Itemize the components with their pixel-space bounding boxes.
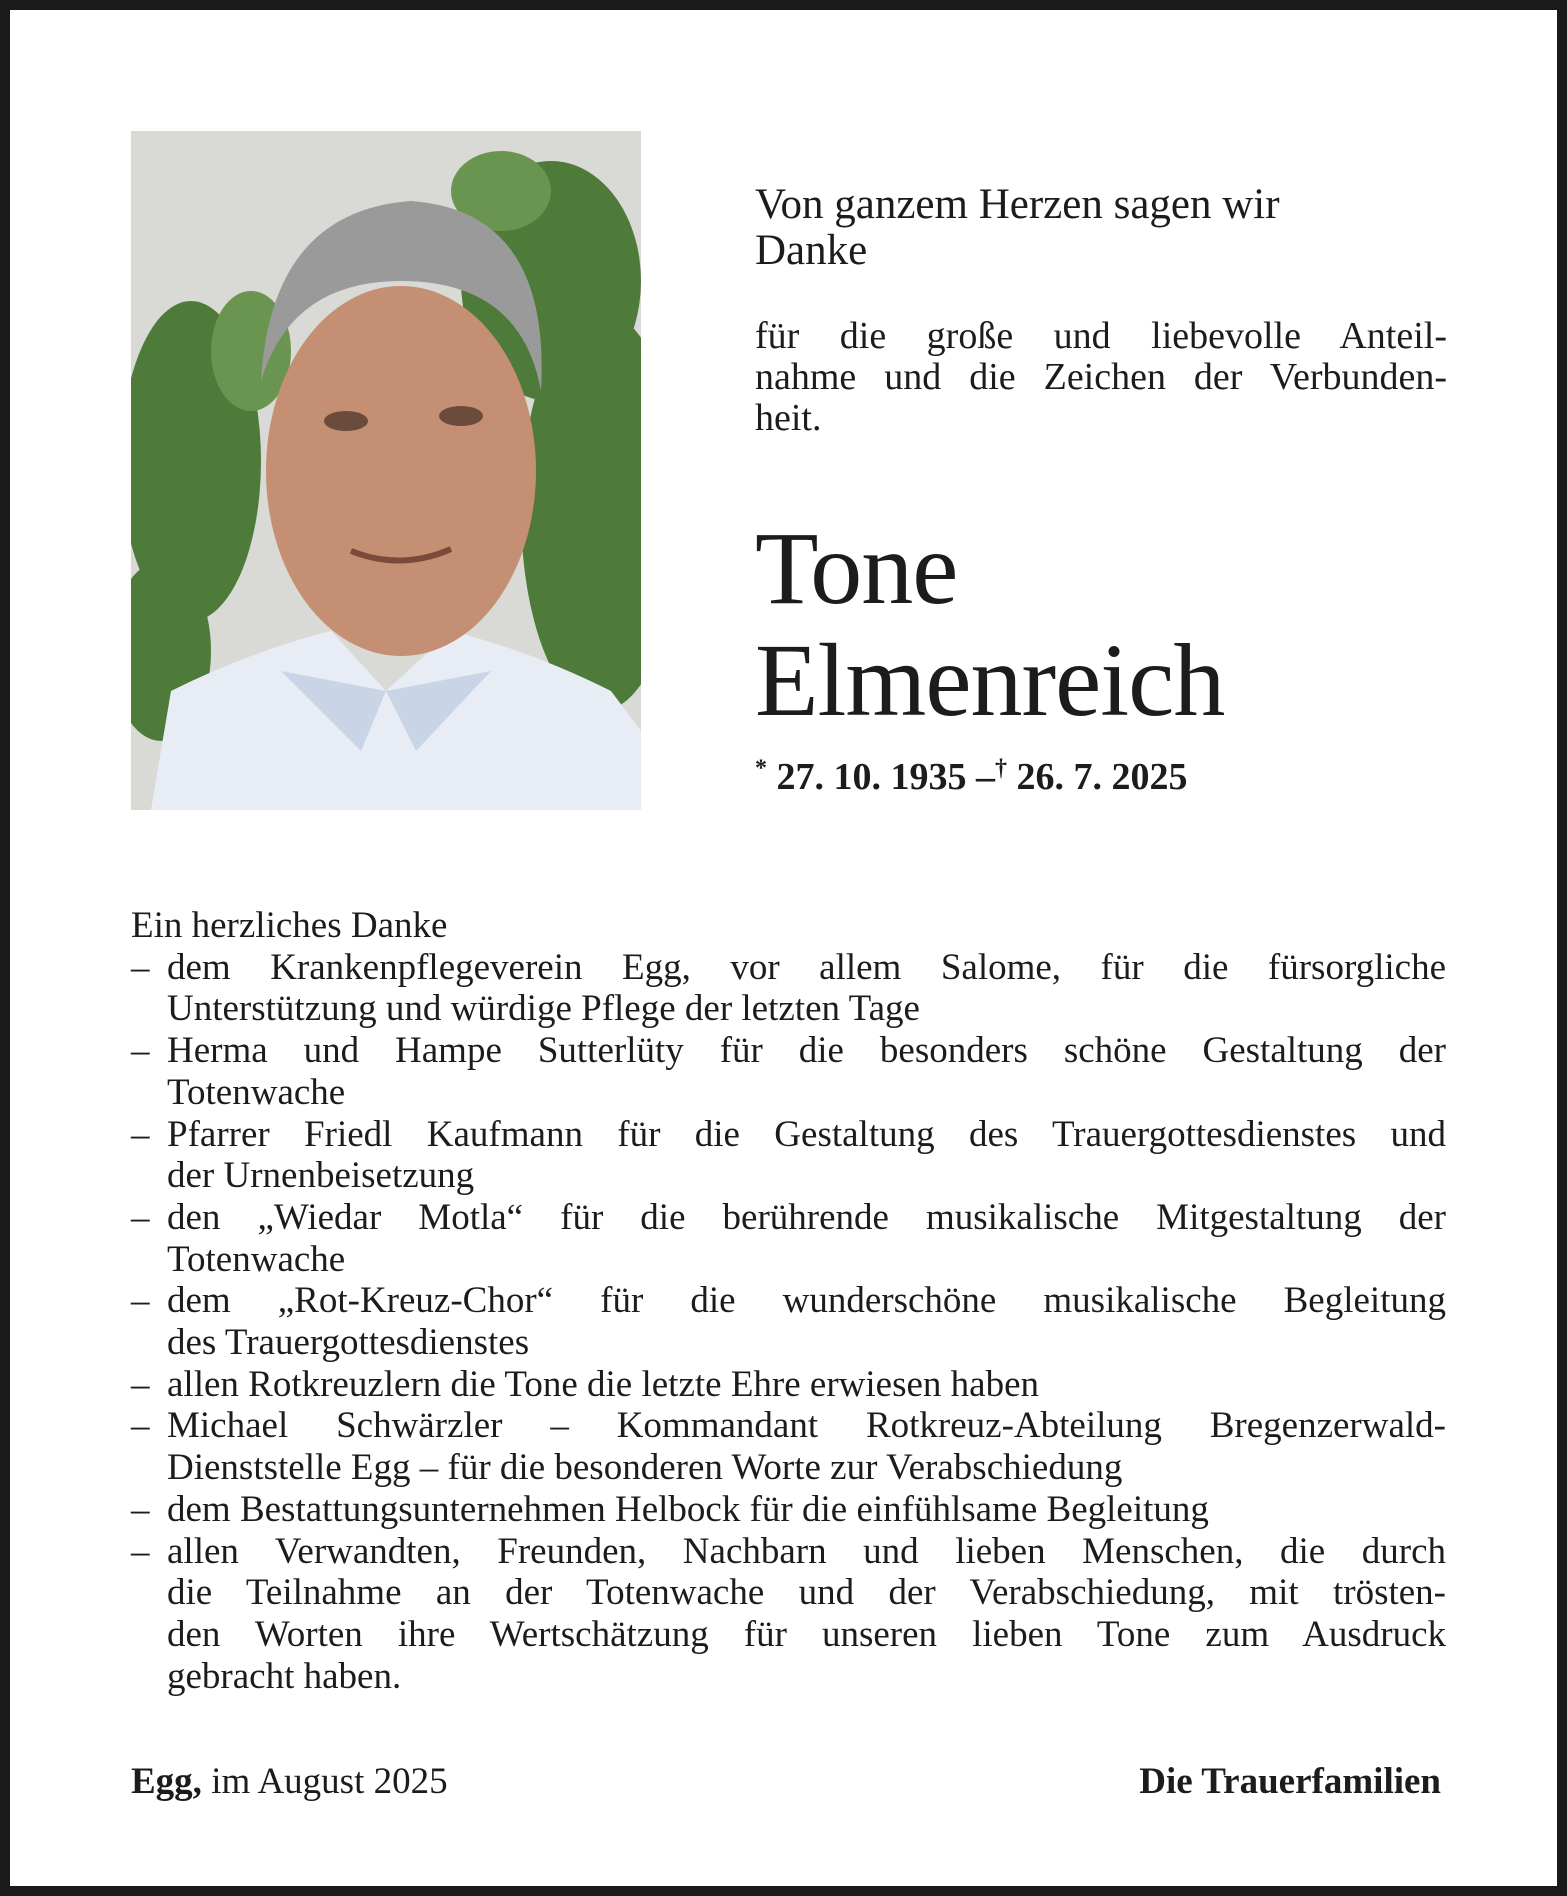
obituary-notice: [10, 10, 1557, 1886]
list-item-line: gebracht haben.: [167, 1655, 402, 1697]
dash-bullet: –: [131, 946, 150, 988]
birth-star-icon: *: [755, 755, 767, 782]
deceased-name: [755, 513, 1447, 737]
place-date: [131, 1760, 448, 1803]
list-item-line: allen Rotkreuzlern die Tone die letzte Ehre erwiesen haben: [167, 1363, 1040, 1405]
date: im August 2025: [211, 1761, 448, 1802]
headline-line: Danke: [755, 227, 868, 274]
dash-bullet: –: [131, 1030, 150, 1072]
death-date: 26. 7. 2025: [1016, 756, 1188, 798]
dash-bullet: –: [131, 1405, 150, 1447]
list-item: [131, 1030, 1446, 1113]
intro-line: für die große und liebevolle Anteil-: [755, 315, 1447, 357]
list-item-line: Totenwache: [167, 1071, 346, 1113]
list-item: [131, 1197, 1446, 1280]
date-separator: –: [976, 756, 995, 798]
list-item-line: dem „Rot-Kreuz-Chor“ für die wunderschöne musikalische Begleitung: [167, 1280, 1446, 1322]
list-item: [131, 1280, 1446, 1363]
thanks-title: Ein herzliches Danke: [131, 905, 448, 946]
list-item: [131, 1531, 1446, 1698]
intro-text: [755, 316, 1447, 439]
list-item-line: der Urnenbeisetzung: [167, 1155, 475, 1197]
life-dates: [755, 755, 1447, 799]
dash-bullet: –: [131, 1280, 150, 1322]
list-item: [131, 947, 1446, 1030]
list-item: [131, 1405, 1446, 1488]
list-item-line: Unterstützung und würdige Pflege der letzten Tage: [167, 988, 920, 1030]
signature: Die Trauerfamilien: [1139, 1761, 1441, 1802]
list-item-line: Dienststelle Egg – für die besonderen Worte zur Verabschiedung: [167, 1447, 1123, 1489]
dash-bullet: –: [131, 1488, 150, 1530]
footer: [131, 1760, 1441, 1803]
list-item-line: den „Wiedar Motla“ für die berührende musikalische Mitgestaltung der: [167, 1196, 1446, 1238]
portrait-photo: [131, 131, 641, 810]
intro-line: heit.: [755, 397, 822, 439]
list-item-line: Totenwache: [167, 1238, 346, 1280]
birth-date: 27. 10. 1935: [776, 756, 967, 798]
header-block: [755, 182, 1447, 799]
list-item-line: Michael Schwärzler – Kommandant Rotkreuz-Abteilung Bregenzerwald-: [167, 1405, 1446, 1447]
dash-bullet: –: [131, 1530, 150, 1572]
death-cross-icon: †: [995, 755, 1007, 782]
list-item-line: den Worten ihre Wertschätzung für unseren lieben Tone zum Ausdruck: [167, 1613, 1446, 1655]
first-name: Tone: [755, 511, 958, 626]
headline-line: Von ganzem Herzen sagen wir: [755, 181, 1280, 228]
list-item-line: dem Bestattungsunternehmen Helbock für die einfühlsame Begleitung: [167, 1488, 1209, 1530]
list-item: [131, 1364, 1446, 1406]
dash-bullet: –: [131, 1196, 150, 1238]
last-name: Elmenreich: [755, 623, 1225, 738]
place: Egg,: [131, 1761, 202, 1802]
thanks-list: [131, 905, 1446, 1697]
list-item-line: die Teilnahme an der Totenwache und der Verabschiedung, mit trösten-: [167, 1572, 1446, 1614]
headline: [755, 182, 1447, 274]
list-item: [131, 1489, 1446, 1531]
list-item-line: Pfarrer Friedl Kaufmann für die Gestaltung des Trauergottesdienstes und: [167, 1113, 1446, 1155]
dash-bullet: –: [131, 1363, 150, 1405]
list-item-line: dem Krankenpflegeverein Egg, vor allem Salome, für die fürsorgliche: [167, 946, 1446, 988]
list-item: [131, 1114, 1446, 1197]
dash-bullet: –: [131, 1113, 150, 1155]
list-item-line: des Trauergottesdienstes: [167, 1322, 530, 1364]
list-item-line: allen Verwandten, Freunden, Nachbarn und lieben Menschen, die durch: [167, 1530, 1446, 1572]
intro-line: nahme und die Zeichen der Verbunden-: [755, 356, 1447, 398]
list-item-line: Herma und Hampe Sutterlüty für die besonders schöne Gestaltung der: [167, 1030, 1446, 1072]
